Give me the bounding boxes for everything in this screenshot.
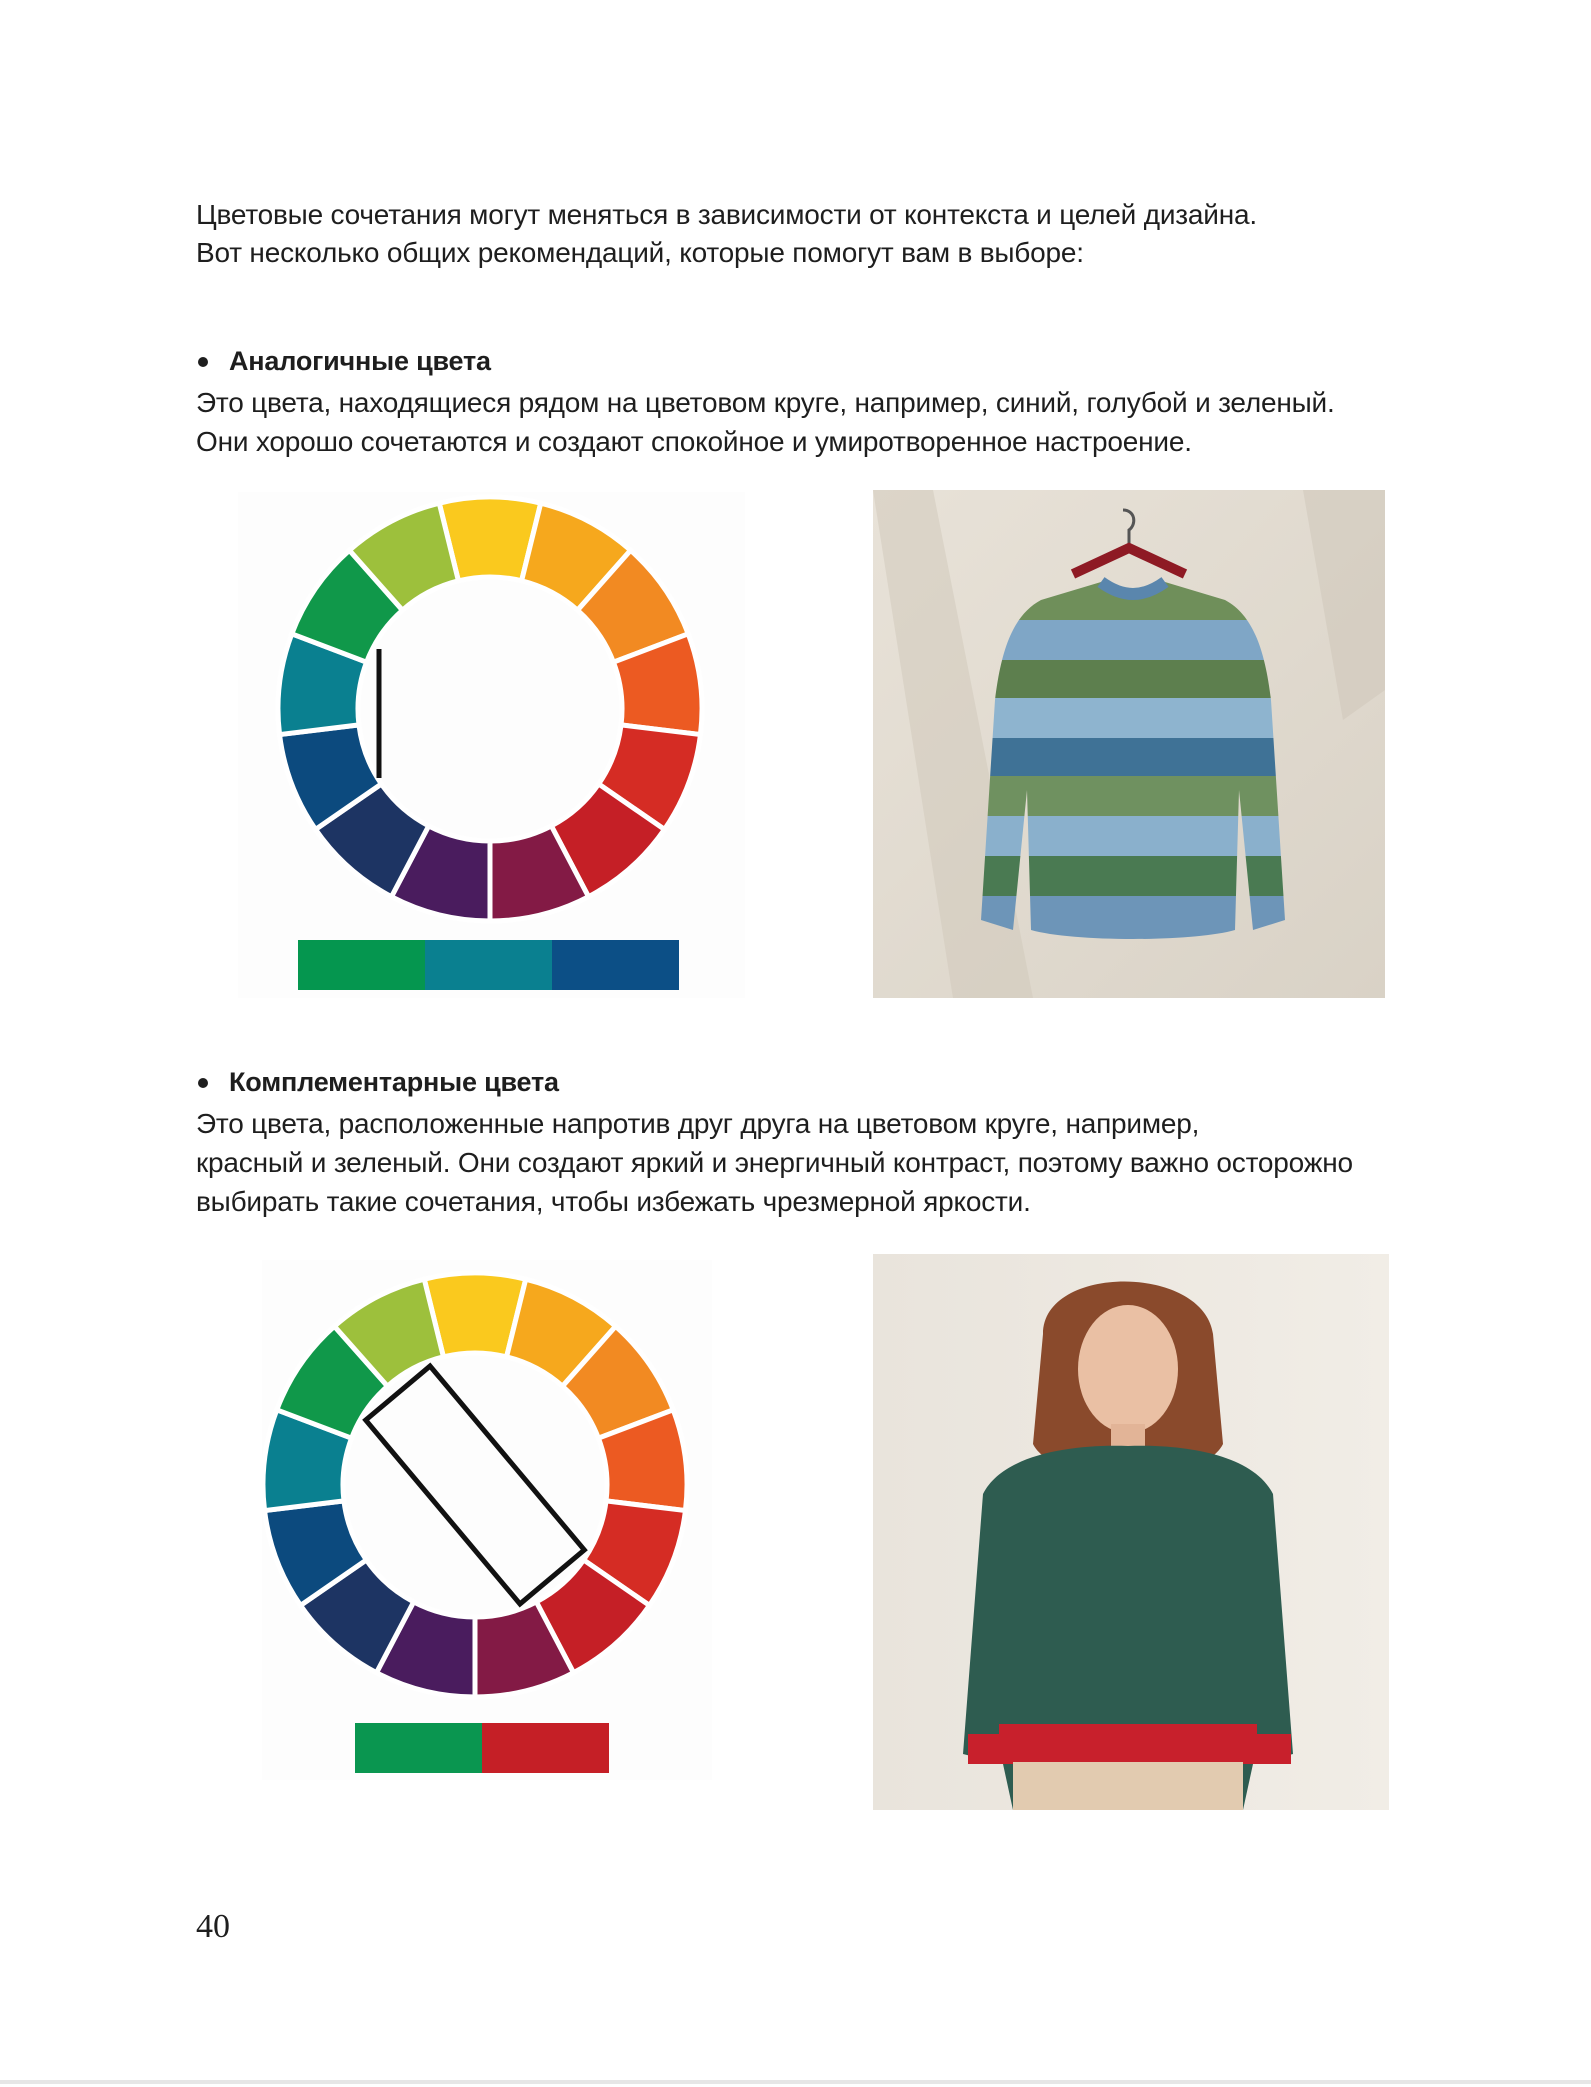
complementary-text-line-1: Это цвета, расположенные напротив друг друга на цветовом круге, например, xyxy=(196,1108,1200,1139)
analogous-text-line-1: Это цвета, находящиеся рядом на цветовом круге, например, синий, голубой и зеленый. xyxy=(196,387,1335,418)
page-number: 40 xyxy=(196,1908,230,1945)
complementary-text-line-3: выбирать такие сочетания, чтобы избежать чрезмерной яркости. xyxy=(196,1186,1031,1217)
color-wheel-icon xyxy=(238,492,745,998)
complementary-heading-text: Комплементарные цвета xyxy=(229,1067,559,1097)
intro-line-1: Цветовые сочетания могут меняться в зависимости от контекста и целей дизайна. xyxy=(196,199,1257,230)
sweater-photo xyxy=(873,490,1385,998)
striped-sweater-icon xyxy=(873,490,1385,998)
analogous-text-line-2: Они хорошо сочетаются и создают спокойное и умиротворенное настроение. xyxy=(196,426,1192,457)
analogous-heading xyxy=(196,342,1446,381)
woman-in-green-sweater-icon xyxy=(873,1254,1389,1810)
intro-paragraph xyxy=(196,196,1396,272)
bottom-divider xyxy=(0,2080,1591,2084)
color-swatch xyxy=(425,940,552,990)
analogous-color-wheel-figure xyxy=(238,492,745,998)
complementary-section xyxy=(196,1063,1446,1221)
complementary-heading xyxy=(196,1063,1446,1102)
bullet-icon xyxy=(198,357,208,367)
complementary-marker-rect xyxy=(366,1366,585,1604)
color-swatch xyxy=(298,940,425,990)
intro-line-2: Вот несколько общих рекомендаций, которые помогут вам в выборе: xyxy=(196,237,1084,268)
color-swatch xyxy=(355,1723,482,1773)
bullet-icon xyxy=(198,1078,208,1088)
analogous-heading-text: Аналогичные цвета xyxy=(229,346,491,376)
analogous-section xyxy=(196,342,1446,461)
complementary-text-line-2: красный и зеленый. Они создают яркий и энергичный контраст, поэтому важно осторожно xyxy=(196,1147,1353,1178)
color-swatch xyxy=(552,940,679,990)
color-swatch xyxy=(482,1723,609,1773)
woman-green-sweater-photo xyxy=(873,1254,1389,1810)
color-wheel-icon xyxy=(262,1260,712,1780)
complementary-color-wheel-figure xyxy=(262,1260,712,1780)
